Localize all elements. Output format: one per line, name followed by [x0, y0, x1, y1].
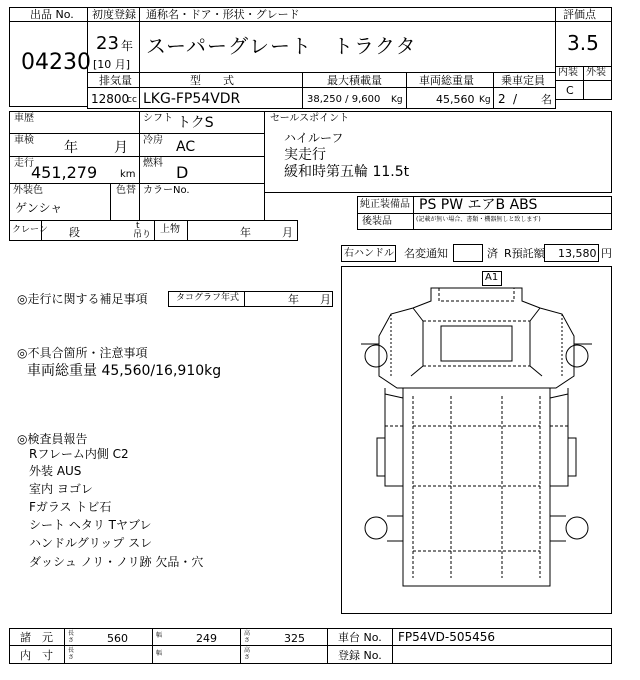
aftermarket-label: 後装品	[362, 216, 392, 227]
first-reg-month: [10 月]	[93, 58, 131, 71]
divider	[139, 183, 140, 221]
name-change-checkbox	[453, 244, 483, 262]
fuel-value: D	[176, 163, 189, 182]
crane-stage-unit: 段	[69, 226, 80, 239]
registration-label: 登録 No.	[338, 649, 382, 662]
interior-grade: C	[566, 84, 574, 97]
exterior-grade-cell	[583, 80, 612, 100]
recycling-unit: 円	[601, 247, 612, 260]
inspector-item: ハンドルグリップ スレ	[29, 536, 153, 550]
name-label: 通称名・ドア・形状・グレード	[146, 8, 300, 21]
interior-length-label: 長さ	[68, 647, 75, 661]
upper-year-unit: 年	[240, 226, 251, 239]
footer-row-1	[9, 628, 612, 646]
upper-body-label: 上物	[160, 224, 180, 235]
crane-label: クレーン	[12, 225, 48, 235]
mileage-label: 走行	[14, 158, 34, 169]
name-change-label: 名変通知	[404, 247, 448, 260]
first-reg-label: 初度登録	[92, 8, 136, 21]
displacement-value: 12800	[91, 92, 130, 106]
diagram-marker: A1	[485, 272, 499, 283]
sales-points-label: セールスポイント	[270, 113, 350, 124]
divider	[154, 220, 155, 241]
divider	[64, 628, 65, 664]
capacity-label: 乗車定員	[501, 74, 545, 87]
tachograph-label: タコグラフ年式	[176, 293, 240, 303]
model-value: LKG-FP54VDR	[143, 91, 241, 107]
gross-weight-unit: Kg	[479, 95, 491, 105]
length-value: 560	[107, 632, 128, 645]
spec-label-row	[87, 72, 556, 88]
supplement-title: ◎走行に関する補足事項	[17, 292, 148, 306]
crane-hanging-label: 吊り	[133, 230, 152, 240]
mileage-unit: km	[120, 169, 136, 180]
color-label: 外装色	[13, 185, 43, 196]
max-load-label: 最大積載量	[327, 74, 382, 87]
defects-title: ◎不具合箇所・注意事項	[17, 346, 148, 360]
divider	[110, 183, 111, 221]
divider	[244, 291, 245, 307]
interior-height-label: 高さ	[244, 647, 251, 661]
chassis-label: 車台 No.	[338, 631, 382, 644]
lot-label: 出品 No.	[30, 8, 74, 21]
max-load-unit: Kg	[391, 95, 403, 105]
name-change-done-label: 済	[487, 247, 498, 260]
genuine-equipment-value: PS PW エアB ABS	[419, 197, 538, 213]
aircon-value: AC	[176, 139, 196, 155]
model-label: 型 式	[190, 74, 234, 87]
divider	[9, 156, 265, 157]
aftermarket-note: (記載が無い場合、書類・機器無しと致します)	[416, 216, 541, 223]
divider	[9, 133, 265, 134]
fuel-label: 燃料	[143, 158, 163, 169]
first-reg-year-unit: 年	[121, 39, 134, 53]
sales-point-item: 実走行	[284, 147, 326, 163]
displacement-label: 排気量	[99, 74, 132, 87]
first-reg-year: 23	[96, 33, 119, 54]
crane-ton-unit: t	[136, 221, 140, 231]
footer-row-2	[9, 645, 612, 664]
divider	[187, 220, 188, 241]
divider	[357, 213, 612, 214]
width-value: 249	[196, 632, 217, 645]
lot-number: 04230	[21, 50, 91, 75]
interior-label: 内装	[558, 67, 578, 78]
score-label: 評価点	[563, 8, 596, 21]
aircon-label: 冷房	[143, 135, 163, 146]
chassis-number: FP54VD-505456	[398, 630, 495, 644]
divider	[139, 21, 140, 73]
inspector-title: ◎検査員報告	[17, 432, 88, 446]
interior-width-label: 幅	[156, 650, 163, 657]
inspection-year: 年	[64, 140, 78, 156]
inspector-item: シート ヘタリ Tヤブレ	[29, 518, 152, 532]
recycling-label: R預託額	[504, 247, 545, 260]
right-hand-drive-label: 右ハンドル	[344, 248, 394, 259]
upper-month-unit: 月	[282, 226, 293, 239]
color-no-label: カラーNo.	[143, 185, 190, 196]
divider	[240, 628, 241, 664]
inspector-item: Fガラス トビ石	[29, 500, 112, 514]
shift-label: シフト	[143, 113, 173, 124]
spec-label: 諸 元	[20, 631, 53, 644]
interior-dimensions-label: 内 寸	[20, 649, 53, 662]
inspector-item: 外装 AUS	[29, 464, 82, 478]
divider	[392, 628, 393, 664]
recycling-value: 13,580	[558, 247, 597, 260]
divider	[139, 111, 140, 183]
defect-item: 車両総重量 45,560/16,910kg	[27, 363, 222, 379]
sales-point-item: 緩和時第五輪 11.5t	[284, 164, 410, 180]
length-label: 長さ	[68, 630, 75, 644]
history-label: 車歴	[14, 113, 34, 124]
inspector-item: Rフレーム内側 C2	[29, 447, 129, 461]
gross-weight-value: 45,560	[436, 93, 475, 106]
inspection-label: 車検	[14, 135, 34, 146]
capacity-separator: /	[513, 92, 518, 106]
score-value: 3.5	[567, 31, 599, 55]
inspector-item: ダッシュ ノリ・ノリ跡 欠品・穴	[29, 555, 204, 569]
capacity-unit: 名	[541, 93, 552, 106]
displacement-unit: cc	[127, 95, 137, 105]
genuine-equipment-label: 純正装備品	[360, 199, 410, 210]
inspection-month: 月	[114, 140, 128, 156]
sales-point-item: ハイルーフ	[284, 131, 344, 145]
divider	[327, 628, 328, 664]
gross-weight-label: 車両総重量	[419, 74, 474, 87]
truck-top-view	[341, 266, 612, 614]
tachograph-month-unit: 月	[320, 293, 331, 306]
divider	[413, 196, 414, 230]
divider	[152, 628, 153, 664]
width-label: 幅	[156, 632, 163, 639]
shift-value: トクS	[177, 115, 214, 131]
inspector-item: 室内 ヨゴレ	[29, 482, 93, 496]
height-value: 325	[284, 632, 305, 645]
height-label: 高さ	[244, 630, 251, 644]
color-value: ゲンシャ	[15, 201, 63, 215]
divider	[9, 183, 265, 184]
car-name: スーパーグレート トラクタ	[146, 34, 417, 58]
color-change-label: 色替	[116, 185, 136, 196]
mileage-value: 451,279	[31, 163, 98, 182]
max-load-value: 38,250 / 9,600	[307, 94, 381, 105]
exterior-label: 外装	[586, 67, 606, 78]
tachograph-year-unit: 年	[288, 293, 299, 306]
capacity-value: 2	[498, 92, 506, 106]
